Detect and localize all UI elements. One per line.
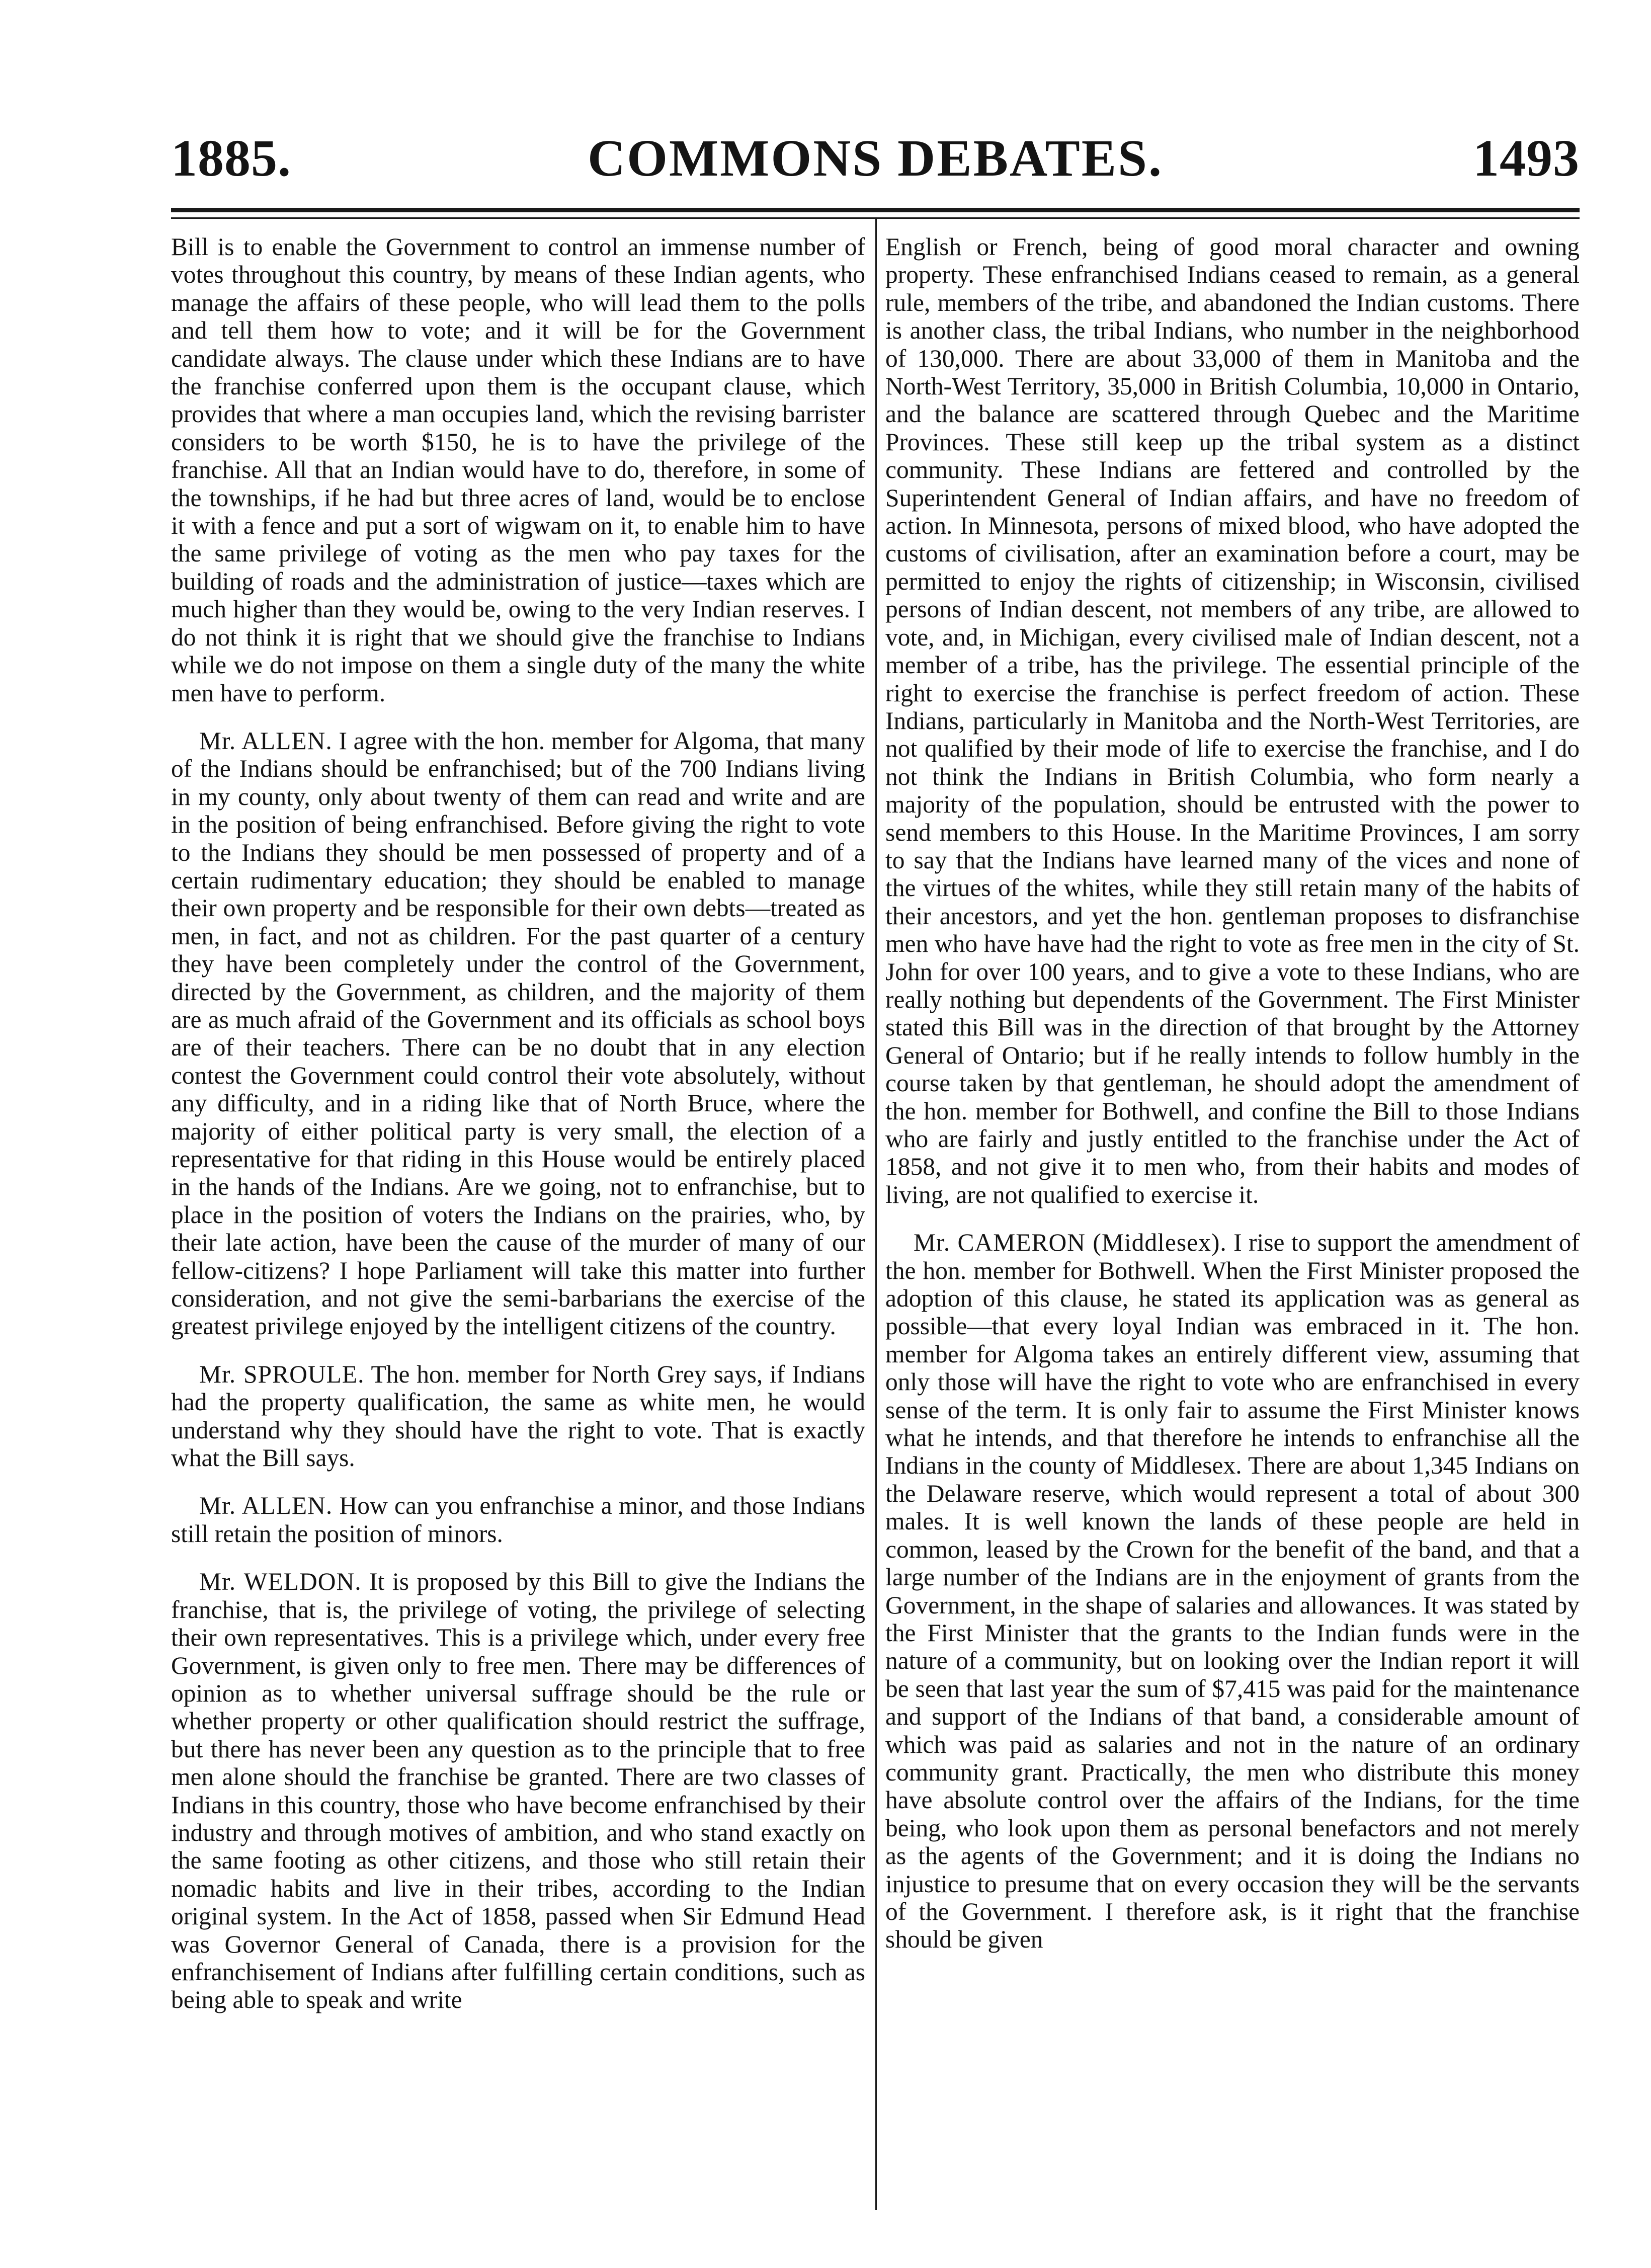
page-number: 1493 xyxy=(1473,129,1580,187)
paragraph-text: Bill is to enable the Government to control an immense number of votes throughout this country, by means of these Indian agents, who manage the affairs of these people, who will lead them to the polls and tell them how to vote; and it will be for the Government candidate always. The clause under which these Indians are to have the franchise conferred upon them is the occupant clause, which provides that where a man occupies land, which the revising barrister considers to be worth $150, he is to have the privilege of the franchise. All that an Indian would have to do, therefore, in some of the townships, if he had but three acres of land, would be to enclose it with a fence and put a sort of wigwam on it, to enable him to have the same privilege of voting as the men who pay taxes for the building of roads and the administration of justice—taxes which are much higher than they would be, owing to the very Indian reserves. I do not think it is right that we should give the franchise to Indians while we do not impose on them a single duty of the many the white men have to perform. xyxy=(171,233,865,707)
paragraph-text: How can you enfranchise a minor, and those Indians still retain the position of minors. xyxy=(171,1492,865,1548)
speaker-name: Mr. CAMERON (Middlesex). xyxy=(914,1229,1227,1257)
left-column xyxy=(171,233,865,2034)
paragraph xyxy=(885,1229,1580,1954)
paragraph xyxy=(171,1360,865,1472)
paragraph-text: I agree with the hon. member for Algoma, that many of the Indians should be enfranchised; but of the 700 Indians living in my county, only about twenty of them can read and write and are in the position of being enfranchised. Before giving the right to vote to the Indians they should be men possessed of property and of a certain rudimentary education; they should be enabled to manage their own property and be responsible for their own debts—treated as men, in fact, and not as children. For the past quarter of a century they have been completely under the control of the Government, directed by the Government, as children, and the majority of them are as much afraid of the Government and its officials as school boys are of their teachers. There can be no doubt that in any election contest the Government could control their vote absolutely, without any difficulty, and in a riding like that of North Bruce, where the majority of either political party is very small, the election of a representative for that riding in this House would be entirely placed in the hands of the Indians. Are we going, not to enfranchise, but to place in the position of voters the Indians on the prairies, who, by their late action, have been the cause of the murder of many of our fellow-citizens? I hope Parliament will take this matter into further consideration, and not give the semi-barbarians the exercise of the greatest privilege enjoyed by the intelligent citizens of the country. xyxy=(171,726,865,1340)
right-column xyxy=(885,233,1580,1974)
text-columns xyxy=(171,233,1580,2205)
publication-title: COMMONS DEBATES. xyxy=(588,129,1163,187)
paragraph xyxy=(171,1568,865,2014)
paragraph-text: It is proposed by this Bill to give the Indians the franchise, that is, the privilege of voting, the privilege of selecting their own representatives. This is a privilege which, under every free Government, is given only to free men. There may be differences of opinion as to whether universal suffrage should be the rule or whether property or other qualification should restrict the suffrage, but there has never been any question as to the principle that to free men alone should the franchise be granted. There are two classes of Indians in this country, those who have become enfranchised by their industry and through motives of ambition, and who stand exactly on the same footing as other citizens, and those who still retain their nomadic habits and live in their tribes, according to the Indian original system. In the Act of 1858, passed when Sir Edmund Head was Governor General of Canada, there is a provision for the enfranchisement of Indians after fulfilling certain conditions, such as being able to speak and write xyxy=(171,1568,866,2014)
speaker-name: Mr. ALLEN. xyxy=(199,726,333,755)
speaker-name: Mr. WELDON. xyxy=(199,1568,362,1596)
page-header xyxy=(171,128,1580,199)
speaker-name: Mr. ALLEN. xyxy=(199,1492,333,1520)
paragraph xyxy=(171,233,865,707)
paragraph xyxy=(885,233,1580,1208)
column-divider xyxy=(875,218,877,2210)
document-page xyxy=(171,128,1580,2205)
paragraph xyxy=(171,727,865,1340)
header-year: 1885. xyxy=(171,129,291,187)
paragraph xyxy=(171,1492,865,1548)
speaker-name: Mr. SPROULE. xyxy=(199,1360,365,1388)
header-rule-thick xyxy=(171,208,1580,212)
paragraph-text: English or French, being of good moral character and owning property. These enfranchised Indians ceased to remain, as a general rule, members of the tribe, and abandoned the Indian customs. There is another class, the tribal Indians, who number in the neighborhood of 130,000. There are about 33,000 of them in Manitoba and the North-West Territory, 35,000 in British Columbia, 10,000 in Ontario, and the balance are scattered through Quebec and the Maritime Provinces. These still keep up the tribal system as a distinct community. These Indians are fettered and controlled by the Superintendent General of Indian affairs, and have no freedom of action. In Minnesota, persons of mixed blood, who have adopted the customs of civilisation, after an examination before a court, may be permitted to enjoy the rights of citizenship; in Wisconsin, civilised persons of Indian descent, not members of any tribe, are allowed to vote, and, in Michigan, every civilised male of Indian descent, not a member of a tribe, has the privilege. The essential principle of the right to exercise the franchise is perfect freedom of action. These Indians, particularly in Manitoba and the North-West Territories, are not qualified by their mode of life to exercise the franchise, and I do not think the Indians in British Columbia, who form nearly a majority of the population, should be entrusted with the power to send members to this House. In the Maritime Provinces, I am sorry to say that the Indians have learned many of the vices and none of the virtues of the whites, while they still retain many of the habits of their ancestors, and yet the hon. gentleman proposes to disfranchise men who have have had the right to vote as free men in the city of St. John for over 100 years, and to give a vote to these Indians, who are really nothing but dependents of the Government. The First Minister stated this Bill was in the direction of that brought by the Attorney General of Ontario; but if he really intends to follow humbly in the course taken by that gentleman, he should adopt the amendment of the hon. member for Bothwell, and confine the Bill to those Indians who are fairly and justly entitled to the franchise under the Act of 1858, and not give it to men who, from their habits and modes of living, are not qualified to exercise it. xyxy=(885,233,1580,1208)
paragraph-text: I rise to support the amendment of the hon. member for Bothwell. When the First Minister proposed the adoption of this clause, he stated its application was as general as possible—that every loyal Indian was embraced in it. The hon. member for Algoma takes an entirely different view, assuming that only those will have the right to vote who are enfranchised in every sense of the term. It is only fair to assume the First Minister knows what he intends, and that therefore he intends to enfranchise all the Indians in the county of Middlesex. There are about 1,345 Indians on the Delaware reserve, which would represent a total of about 300 males. It is well known the lands of these people are held in common, leased by the Crown for the benefit of the band, and that a large number of the Indians are in the enjoyment of grants from the Government, in the shape of salaries and allowances. It was stated by the First Minister that the grants to the Indian funds were in the nature of a community, but on looking over the Indian report it will be seen that last year the sum of $7,415 was paid for the maintenance and support of the Indians of that band, a considerable amount of which was paid as salaries and not in the nature of an ordinary community grant. Practically, the men who distribute this money have absolute control over the affairs of the Indians, for the time being, who look upon them as personal benefactors and not merely as the agents of the Government; and it is doing the Indians no injustice to presume that on every occasion they will be the servants of the Government. I therefore ask, is it right that the franchise should be given xyxy=(885,1229,1580,1954)
paragraph-text: The hon. member for North Grey says, if Indians had the property qualification, the same as white men, he would understand why they should have the right to vote. That is exactly what the Bill says. xyxy=(171,1360,866,1472)
